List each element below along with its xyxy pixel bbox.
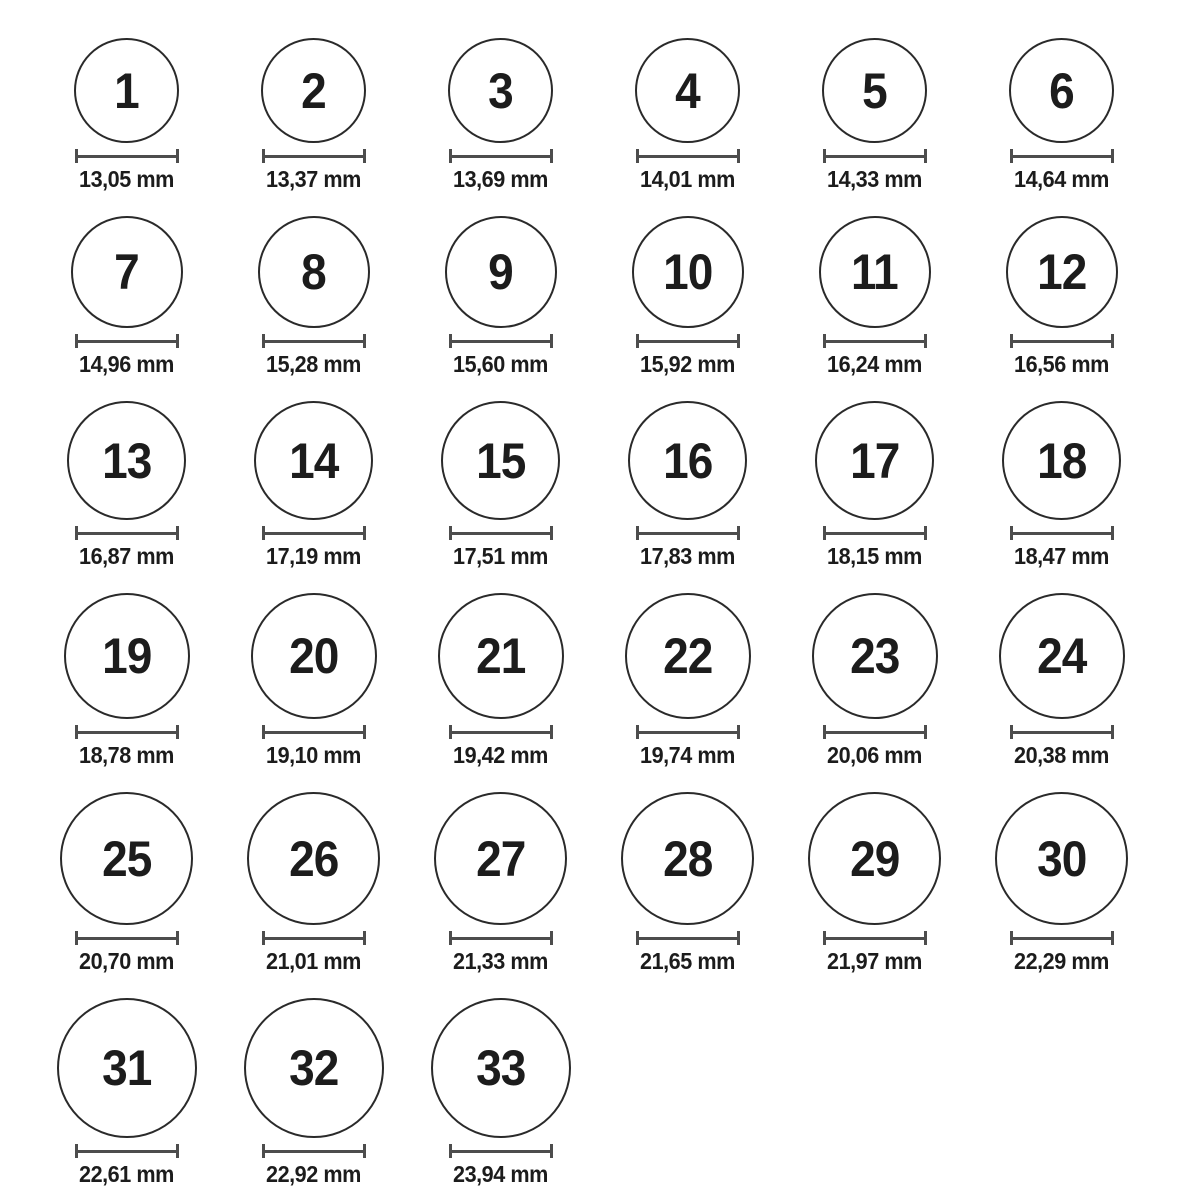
ring-circle bbox=[251, 593, 377, 719]
diameter-dimension-line bbox=[262, 149, 366, 163]
diameter-dimension-line bbox=[75, 334, 179, 348]
ring-circle bbox=[1002, 401, 1121, 520]
diameter-label: 17,19 mm bbox=[266, 543, 361, 569]
ring-size-cell bbox=[407, 593, 594, 768]
diameter-label: 15,92 mm bbox=[640, 351, 735, 377]
diameter-dimension-line bbox=[449, 526, 553, 540]
diameter-dimension-line bbox=[262, 526, 366, 540]
ring-size-cell bbox=[407, 998, 594, 1187]
ring-size-number: 33 bbox=[475, 1040, 526, 1096]
ring-size-number: 11 bbox=[851, 244, 898, 300]
diameter-label: 21,97 mm bbox=[827, 948, 922, 974]
diameter-dimension-line bbox=[636, 725, 740, 739]
diameter-dimension-line bbox=[636, 334, 740, 348]
diameter-dimension-line bbox=[449, 334, 553, 348]
diameter-dimension-line bbox=[823, 149, 927, 163]
ring-circle bbox=[64, 593, 190, 719]
ring-circle bbox=[67, 401, 186, 520]
ring-size-number: 2 bbox=[301, 62, 326, 119]
ring-size-number: 3 bbox=[488, 62, 513, 119]
ring-size-cell bbox=[220, 792, 407, 974]
ring-size-number: 25 bbox=[101, 830, 152, 887]
diameter-label: 17,51 mm bbox=[453, 543, 548, 569]
diameter-label: 19,42 mm bbox=[453, 742, 548, 768]
ring-size-number: 9 bbox=[488, 244, 513, 300]
ring-circle bbox=[261, 38, 366, 143]
diameter-dimension-line bbox=[1010, 931, 1114, 945]
ring-size-number: 10 bbox=[662, 244, 713, 300]
ring-size-number: 7 bbox=[114, 244, 139, 300]
diameter-label: 14,96 mm bbox=[79, 351, 174, 377]
diameter-dimension-line bbox=[636, 931, 740, 945]
diameter-dimension-line bbox=[449, 725, 553, 739]
ring-size-number: 17 bbox=[849, 432, 900, 489]
ring-size-cell bbox=[220, 998, 407, 1187]
ring-size-row bbox=[33, 792, 1200, 974]
ring-circle bbox=[822, 38, 927, 143]
ring-size-number: 22 bbox=[662, 628, 713, 684]
diameter-dimension-line bbox=[1010, 149, 1114, 163]
diameter-label: 23,94 mm bbox=[453, 1161, 548, 1187]
diameter-label: 15,28 mm bbox=[266, 351, 361, 377]
diameter-dimension-line bbox=[823, 334, 927, 348]
ring-size-cell bbox=[33, 401, 220, 569]
diameter-dimension-line bbox=[75, 725, 179, 739]
ring-size-cell bbox=[968, 401, 1155, 569]
diameter-dimension-line bbox=[823, 526, 927, 540]
ring-circle bbox=[1006, 216, 1118, 328]
diameter-label: 19,10 mm bbox=[266, 742, 361, 768]
ring-size-row bbox=[33, 401, 1200, 569]
ring-circle bbox=[819, 216, 931, 328]
ring-circle bbox=[445, 216, 557, 328]
ring-circle bbox=[74, 38, 179, 143]
ring-size-cell bbox=[594, 401, 781, 569]
ring-circle bbox=[247, 792, 380, 925]
ring-size-number: 6 bbox=[1049, 62, 1074, 119]
ring-size-number: 28 bbox=[662, 830, 713, 887]
diameter-label: 15,60 mm bbox=[453, 351, 548, 377]
ring-circle bbox=[625, 593, 751, 719]
ring-circle bbox=[244, 998, 384, 1138]
diameter-dimension-line bbox=[262, 1144, 366, 1158]
ring-size-row bbox=[33, 998, 1200, 1187]
ring-circle bbox=[258, 216, 370, 328]
ring-circle bbox=[628, 401, 747, 520]
diameter-dimension-line bbox=[75, 931, 179, 945]
ring-size-row bbox=[33, 38, 1200, 192]
diameter-label: 22,92 mm bbox=[266, 1161, 361, 1187]
ring-size-number: 8 bbox=[301, 244, 326, 300]
diameter-label: 21,33 mm bbox=[453, 948, 548, 974]
diameter-dimension-line bbox=[1010, 334, 1114, 348]
ring-size-cell bbox=[594, 216, 781, 377]
diameter-label: 14,33 mm bbox=[827, 166, 922, 192]
ring-size-cell bbox=[33, 998, 220, 1187]
ring-size-number: 30 bbox=[1036, 830, 1087, 887]
ring-size-cell bbox=[220, 593, 407, 768]
ring-circle bbox=[60, 792, 193, 925]
diameter-label: 22,29 mm bbox=[1014, 948, 1109, 974]
diameter-dimension-line bbox=[262, 725, 366, 739]
ring-size-cell bbox=[781, 401, 968, 569]
ring-size-number: 27 bbox=[475, 830, 526, 887]
ring-size-number: 32 bbox=[288, 1040, 339, 1096]
ring-circle bbox=[812, 593, 938, 719]
ring-size-cell bbox=[781, 216, 968, 377]
ring-circle bbox=[999, 593, 1125, 719]
ring-size-cell bbox=[781, 38, 968, 192]
ring-size-number: 19 bbox=[101, 628, 152, 684]
diameter-dimension-line bbox=[262, 334, 366, 348]
ring-circle bbox=[434, 792, 567, 925]
ring-size-cell bbox=[220, 38, 407, 192]
diameter-label: 16,24 mm bbox=[827, 351, 922, 377]
ring-circle bbox=[431, 998, 571, 1138]
diameter-label: 21,01 mm bbox=[266, 948, 361, 974]
diameter-dimension-line bbox=[1010, 725, 1114, 739]
ring-size-cell bbox=[594, 593, 781, 768]
ring-size-number: 13 bbox=[101, 432, 152, 489]
diameter-dimension-line bbox=[1010, 526, 1114, 540]
ring-size-number: 20 bbox=[288, 628, 339, 684]
ring-size-number: 1 bbox=[114, 62, 139, 119]
ring-circle bbox=[448, 38, 553, 143]
ring-size-cell bbox=[220, 401, 407, 569]
ring-size-cell bbox=[33, 593, 220, 768]
diameter-label: 14,64 mm bbox=[1014, 166, 1109, 192]
diameter-label: 16,56 mm bbox=[1014, 351, 1109, 377]
diameter-dimension-line bbox=[262, 931, 366, 945]
ring-size-number: 23 bbox=[849, 628, 900, 684]
ring-size-cell bbox=[594, 38, 781, 192]
ring-size-cell bbox=[407, 216, 594, 377]
diameter-label: 13,69 mm bbox=[453, 166, 548, 192]
diameter-dimension-line bbox=[75, 1144, 179, 1158]
diameter-label: 18,47 mm bbox=[1014, 543, 1109, 569]
ring-circle bbox=[71, 216, 183, 328]
diameter-label: 19,74 mm bbox=[640, 742, 735, 768]
diameter-label: 16,87 mm bbox=[79, 543, 174, 569]
ring-circle bbox=[621, 792, 754, 925]
diameter-label: 22,61 mm bbox=[79, 1161, 174, 1187]
ring-circle bbox=[995, 792, 1128, 925]
ring-size-cell bbox=[594, 792, 781, 974]
ring-size-number: 5 bbox=[862, 62, 887, 119]
diameter-dimension-line bbox=[75, 526, 179, 540]
diameter-label: 20,06 mm bbox=[827, 742, 922, 768]
diameter-label: 17,83 mm bbox=[640, 543, 735, 569]
ring-size-number: 16 bbox=[662, 432, 713, 489]
diameter-dimension-line bbox=[449, 149, 553, 163]
diameter-label: 18,15 mm bbox=[827, 543, 922, 569]
ring-circle bbox=[635, 38, 740, 143]
ring-size-row bbox=[33, 216, 1200, 377]
ring-circle bbox=[632, 216, 744, 328]
diameter-dimension-line bbox=[636, 526, 740, 540]
ring-size-number: 14 bbox=[288, 432, 339, 489]
ring-size-cell bbox=[33, 792, 220, 974]
ring-circle bbox=[57, 998, 197, 1138]
diameter-dimension-line bbox=[449, 1144, 553, 1158]
ring-size-cell bbox=[968, 593, 1155, 768]
ring-circle bbox=[808, 792, 941, 925]
diameter-label: 13,05 mm bbox=[79, 166, 174, 192]
diameter-label: 18,78 mm bbox=[79, 742, 174, 768]
diameter-label: 21,65 mm bbox=[640, 948, 735, 974]
ring-size-cell bbox=[968, 216, 1155, 377]
ring-size-number: 21 bbox=[475, 628, 526, 684]
diameter-dimension-line bbox=[75, 149, 179, 163]
ring-size-cell bbox=[33, 38, 220, 192]
ring-size-cell bbox=[220, 216, 407, 377]
ring-size-number: 26 bbox=[288, 830, 339, 887]
diameter-dimension-line bbox=[449, 931, 553, 945]
ring-circle bbox=[1009, 38, 1114, 143]
ring-size-number: 4 bbox=[675, 62, 700, 119]
diameter-label: 13,37 mm bbox=[266, 166, 361, 192]
diameter-label: 20,38 mm bbox=[1014, 742, 1109, 768]
ring-size-number: 15 bbox=[475, 432, 526, 489]
diameter-dimension-line bbox=[823, 725, 927, 739]
diameter-label: 14,01 mm bbox=[640, 166, 735, 192]
ring-size-cell bbox=[33, 216, 220, 377]
ring-size-cell bbox=[968, 38, 1155, 192]
ring-size-cell bbox=[781, 792, 968, 974]
ring-size-number: 31 bbox=[101, 1040, 152, 1096]
ring-size-row bbox=[33, 593, 1200, 768]
ring-circle bbox=[254, 401, 373, 520]
ring-circle bbox=[815, 401, 934, 520]
diameter-dimension-line bbox=[823, 931, 927, 945]
ring-size-cell bbox=[407, 401, 594, 569]
ring-size-number: 24 bbox=[1036, 628, 1087, 684]
diameter-label: 20,70 mm bbox=[79, 948, 174, 974]
ring-size-cell bbox=[407, 792, 594, 974]
ring-circle bbox=[438, 593, 564, 719]
ring-size-number: 18 bbox=[1036, 432, 1087, 489]
ring-size-cell bbox=[968, 792, 1155, 974]
ring-size-cell bbox=[407, 38, 594, 192]
diameter-dimension-line bbox=[636, 149, 740, 163]
ring-size-number: 12 bbox=[1036, 244, 1087, 300]
ring-size-cell bbox=[781, 593, 968, 768]
ring-circle bbox=[441, 401, 560, 520]
ring-size-number: 29 bbox=[849, 830, 900, 887]
